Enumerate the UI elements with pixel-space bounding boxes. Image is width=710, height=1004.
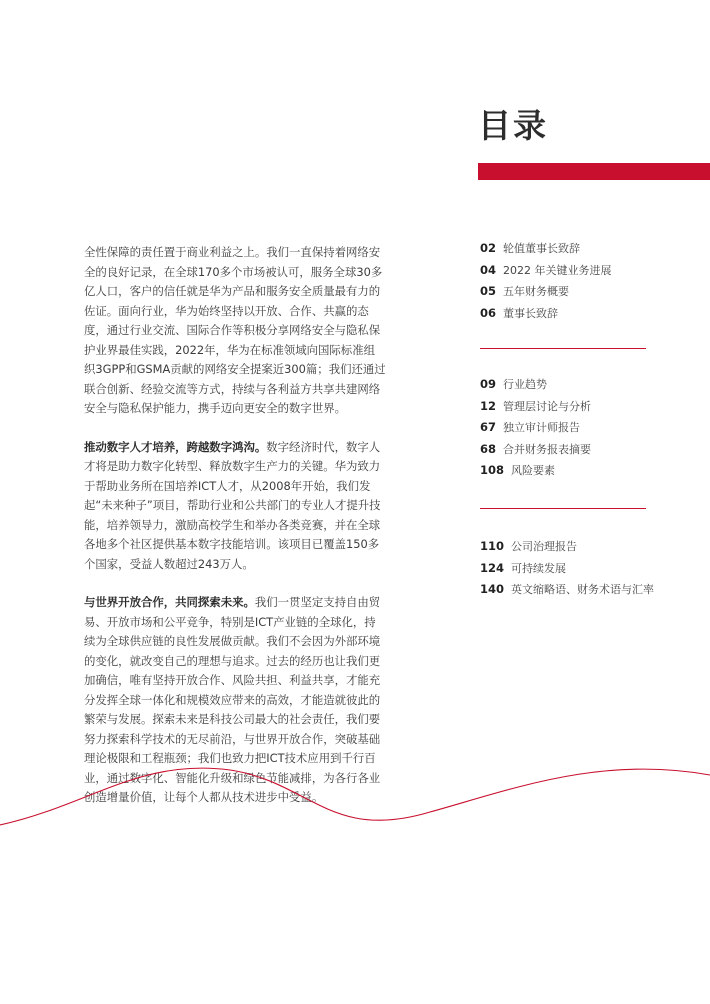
toc-page-number: 12 (480, 398, 497, 413)
toc-label: 合并财务报表摘要 (503, 442, 592, 456)
toc-item[interactable] (480, 281, 680, 303)
toc-page-number: 09 (480, 377, 497, 391)
toc-label: 英文缩略语、财务术语与汇率 (511, 583, 655, 596)
paragraph-lead: 推动数字人才培养，跨越数字鸿沟。 (84, 439, 267, 454)
toc-group-3 (480, 536, 680, 601)
title-accent-bar (478, 163, 710, 180)
toc-label: 行业趋势 (503, 378, 548, 391)
toc-label: 可持续发展 (511, 561, 567, 575)
toc-label: 轮值董事长致辞 (503, 242, 581, 255)
paragraph-lead: 与世界开放合作，共同探索未来。 (84, 595, 255, 609)
toc-label: 管理层讨论与分析 (503, 399, 592, 413)
toc-item[interactable] (480, 536, 680, 558)
toc-item[interactable] (480, 558, 680, 580)
toc-page-number: 67 (480, 420, 497, 434)
toc-item[interactable] (480, 417, 680, 439)
toc-page-number: 05 (480, 284, 497, 298)
toc-page-number: 124 (480, 560, 505, 575)
toc-page-number: 108 (480, 463, 505, 477)
toc-item[interactable] (480, 303, 680, 325)
toc-label: 风险要素 (511, 464, 556, 477)
toc-group-2 (480, 374, 680, 482)
decorative-wave-line (0, 750, 710, 850)
toc-item[interactable] (480, 460, 680, 482)
paragraph-text: 数字经济时代，数字人才将是助力数字化转型、释放数字生产力的关键。华为致力于帮助业务所在国培养ICT人才，从2008年开始，我们发起“未来种子”项目，帮助行业和公共部门的专业人才提升技能，培养领导力，激励高校学生和举办各类竞赛，并在全球各地多个社区提供基本数字技能培训。该项目已覆盖150多个国家，受益人数超过243万人。 (84, 439, 381, 571)
toc-title: 目录 (478, 106, 548, 145)
body-text (84, 243, 386, 827)
toc-group-1 (480, 238, 680, 324)
toc-page-number: 02 (480, 241, 497, 255)
toc-item[interactable] (480, 579, 680, 601)
toc-label: 五年财务概要 (503, 285, 570, 298)
toc-page-number: 140 (480, 582, 505, 596)
toc-label: 董事长致辞 (503, 306, 559, 320)
toc-label: 2022 年关键业务进展 (503, 263, 612, 277)
paragraph-talent (84, 438, 386, 575)
toc-label: 公司治理报告 (511, 540, 578, 553)
toc-label: 独立审计师报告 (503, 421, 581, 434)
toc-item[interactable] (480, 238, 680, 260)
toc-divider (480, 508, 646, 509)
toc-item[interactable] (480, 260, 680, 282)
toc-divider (480, 348, 646, 349)
toc-item[interactable] (480, 396, 680, 418)
paragraph-text: 我们一贯坚定支持自由贸易、开放市场和公平竞争，特别是ICT产业链的全球化，持续为全球供应链的良性发展做贡献。我们不会因为外部环境的变化，就改变自己的理想与追求。过去的经历也让我们更加确信，唯有坚持开放合作、风险共担、利益共享，才能充分发挥全球一体化和规模效应带来的高效，才能造就彼此的繁荣与发展。探索未来是科技公司最大的社会责任，我们要努力探索科学技术的无尽前沿，与世界开放合作，突破基础理论极限和工程瓶颈；我们也致力把ICT技术应用到千行百业，通过数字化、智能化升级和绿色节能减排，为各行各业创造增量价值，让每个人都从技术进步中受益。 (84, 595, 381, 804)
paragraph-security (84, 243, 386, 419)
toc-page-number: 110 (480, 539, 505, 553)
toc-page-number: 68 (480, 441, 497, 456)
toc-item[interactable] (480, 439, 680, 461)
toc-page-number: 04 (480, 262, 497, 277)
toc-page-number: 06 (480, 305, 497, 320)
toc-item[interactable] (480, 374, 680, 396)
paragraph-text: 全性保障的责任置于商业利益之上。我们一直保持着网络安全的良好记录，在全球170多个市场被认可，服务全球30多亿人口，客户的信任就是华为产品和服务安全质量最有力的佐证。面向行业，华为始终坚持以开放、合作、共赢的态度，通过行业交流、国际合作等积极分享网络安全与隐私保护业界最佳实践，2022年，华为在标准领域向国际标准组织3GPP和GSMA贡献的网络安全提案近300篇；我们还通过联合创新、经验交流等方式，持续与各利益方共享共建网络安全与隐私保护能力，携手迈向更安全的数字世界。 (84, 245, 386, 415)
